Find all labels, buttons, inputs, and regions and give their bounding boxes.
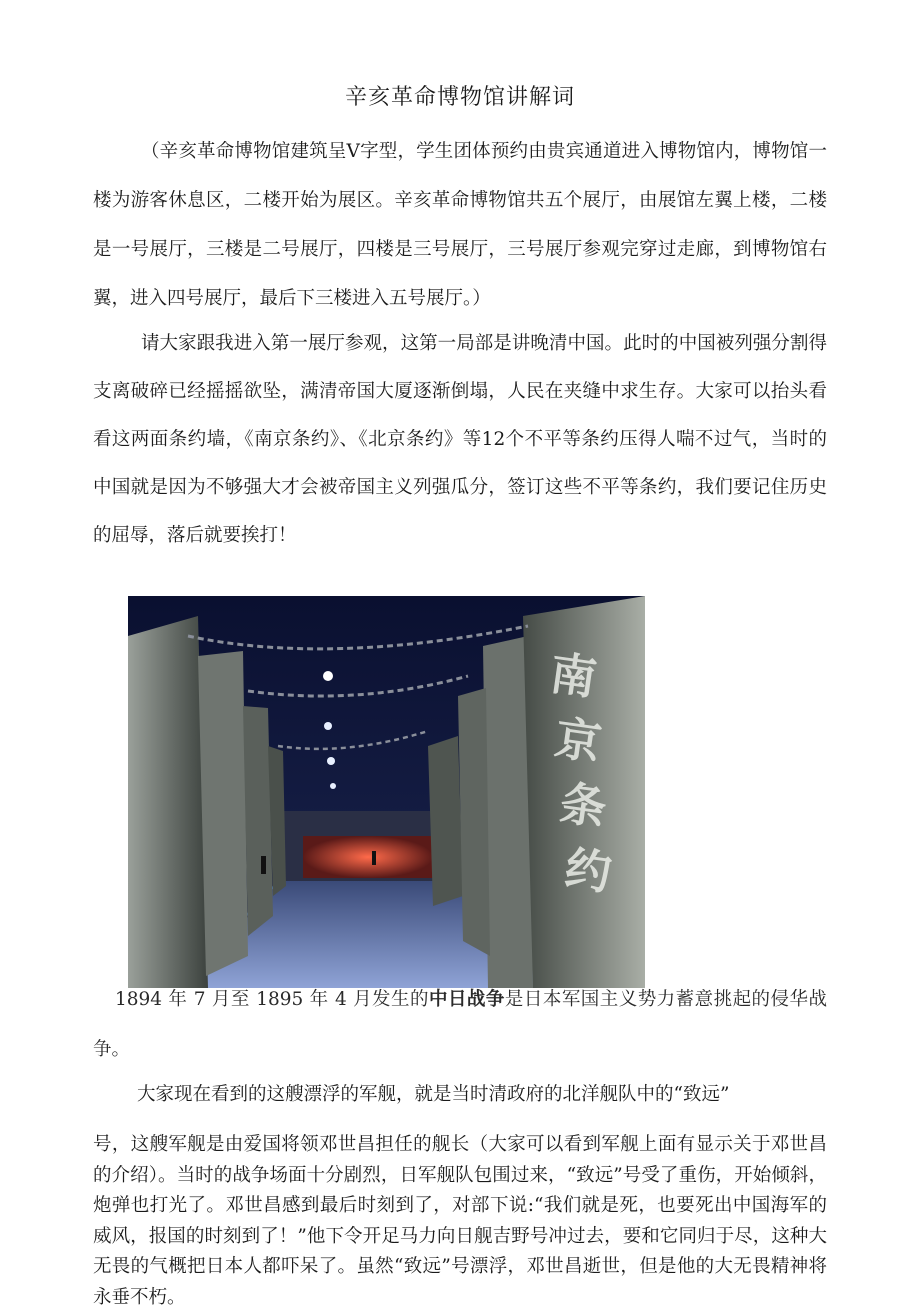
hall-one-paragraph: 请大家跟我进入第一展厅参观，这第一局部是讲晚清中国。此时的中国被列强分割得支离破碎已经摇摇欲坠，满清帝国大厦逐渐倒塌，人民在夹缝中求生存。大家可以抬头看看这两面条约墙，《南京条约》、《北京条约》等12个不平等条约压得人喘不过气，当时的中国就是因为不够强大才会被帝国主义列强瓜分，签订这些不平等条约，我们要记住历史的屈辱，落后就要挨打！ — [93, 333, 827, 546]
war-term: 中日战争 — [428, 989, 505, 1010]
intro-paragraph: （辛亥革命博物馆建筑呈V字型，学生团体预约由贵宾通道进入博物馆内，博物馆一楼为游客休息区，二楼开始为展区。辛亥革命博物馆共五个展厅，由展馆左翼上楼，二楼是一号展厅，三楼是二号展厅，四楼是三号展厅，三号展厅参观完穿过走廊，到博物馆右翼，进入四号展厅，最后下三楼进入五号展厅。） — [93, 141, 827, 309]
zhiyuan-intro-paragraph: 大家现在看到的这艘漂浮的军舰，就是当时清政府的北洋舰队中的“致远” — [137, 1084, 730, 1105]
svg-text:约: 约 — [561, 840, 615, 901]
svg-text:南: 南 — [546, 645, 600, 706]
war-date-text: 1894 年 7 月至 1895 年 4 月发生的 — [115, 989, 429, 1010]
svg-text:条: 条 — [556, 775, 610, 836]
sino-japanese-war-paragraph — [93, 975, 827, 1075]
deng-shichang-paragraph: 号，这艘军舰是由爱国将领邓世昌担任的舰长（大家可以看到军舰上面有显示关于邓世昌的介绍）。当时的战争场面十分剧烈，日军舰队包围过来，“致远”号受了重伤，开始倾斜，炮弹也打光了。邓世昌感到最后时刻到了，对部下说:“我们就是死，也要死出中国海军的威风，报国的时刻到了！”他下令开足马力向日舰吉野号冲过去，要和它同归于尽，这种大无畏的气概把日本人都吓呆了。虽然“致远”号漂浮，邓世昌逝世，但是他的大无畏精神将永垂不朽。 — [93, 1134, 827, 1308]
document-title: 辛亥革命博物馆讲解词 — [344, 85, 575, 110]
treaty-wall-corridor-image — [128, 596, 645, 988]
svg-text:京: 京 — [551, 710, 605, 771]
exhibition-hall-photo — [128, 596, 645, 988]
war-description-text: 是日本军国主义势力蓄意挑起的侵华战争。 — [93, 989, 827, 1060]
